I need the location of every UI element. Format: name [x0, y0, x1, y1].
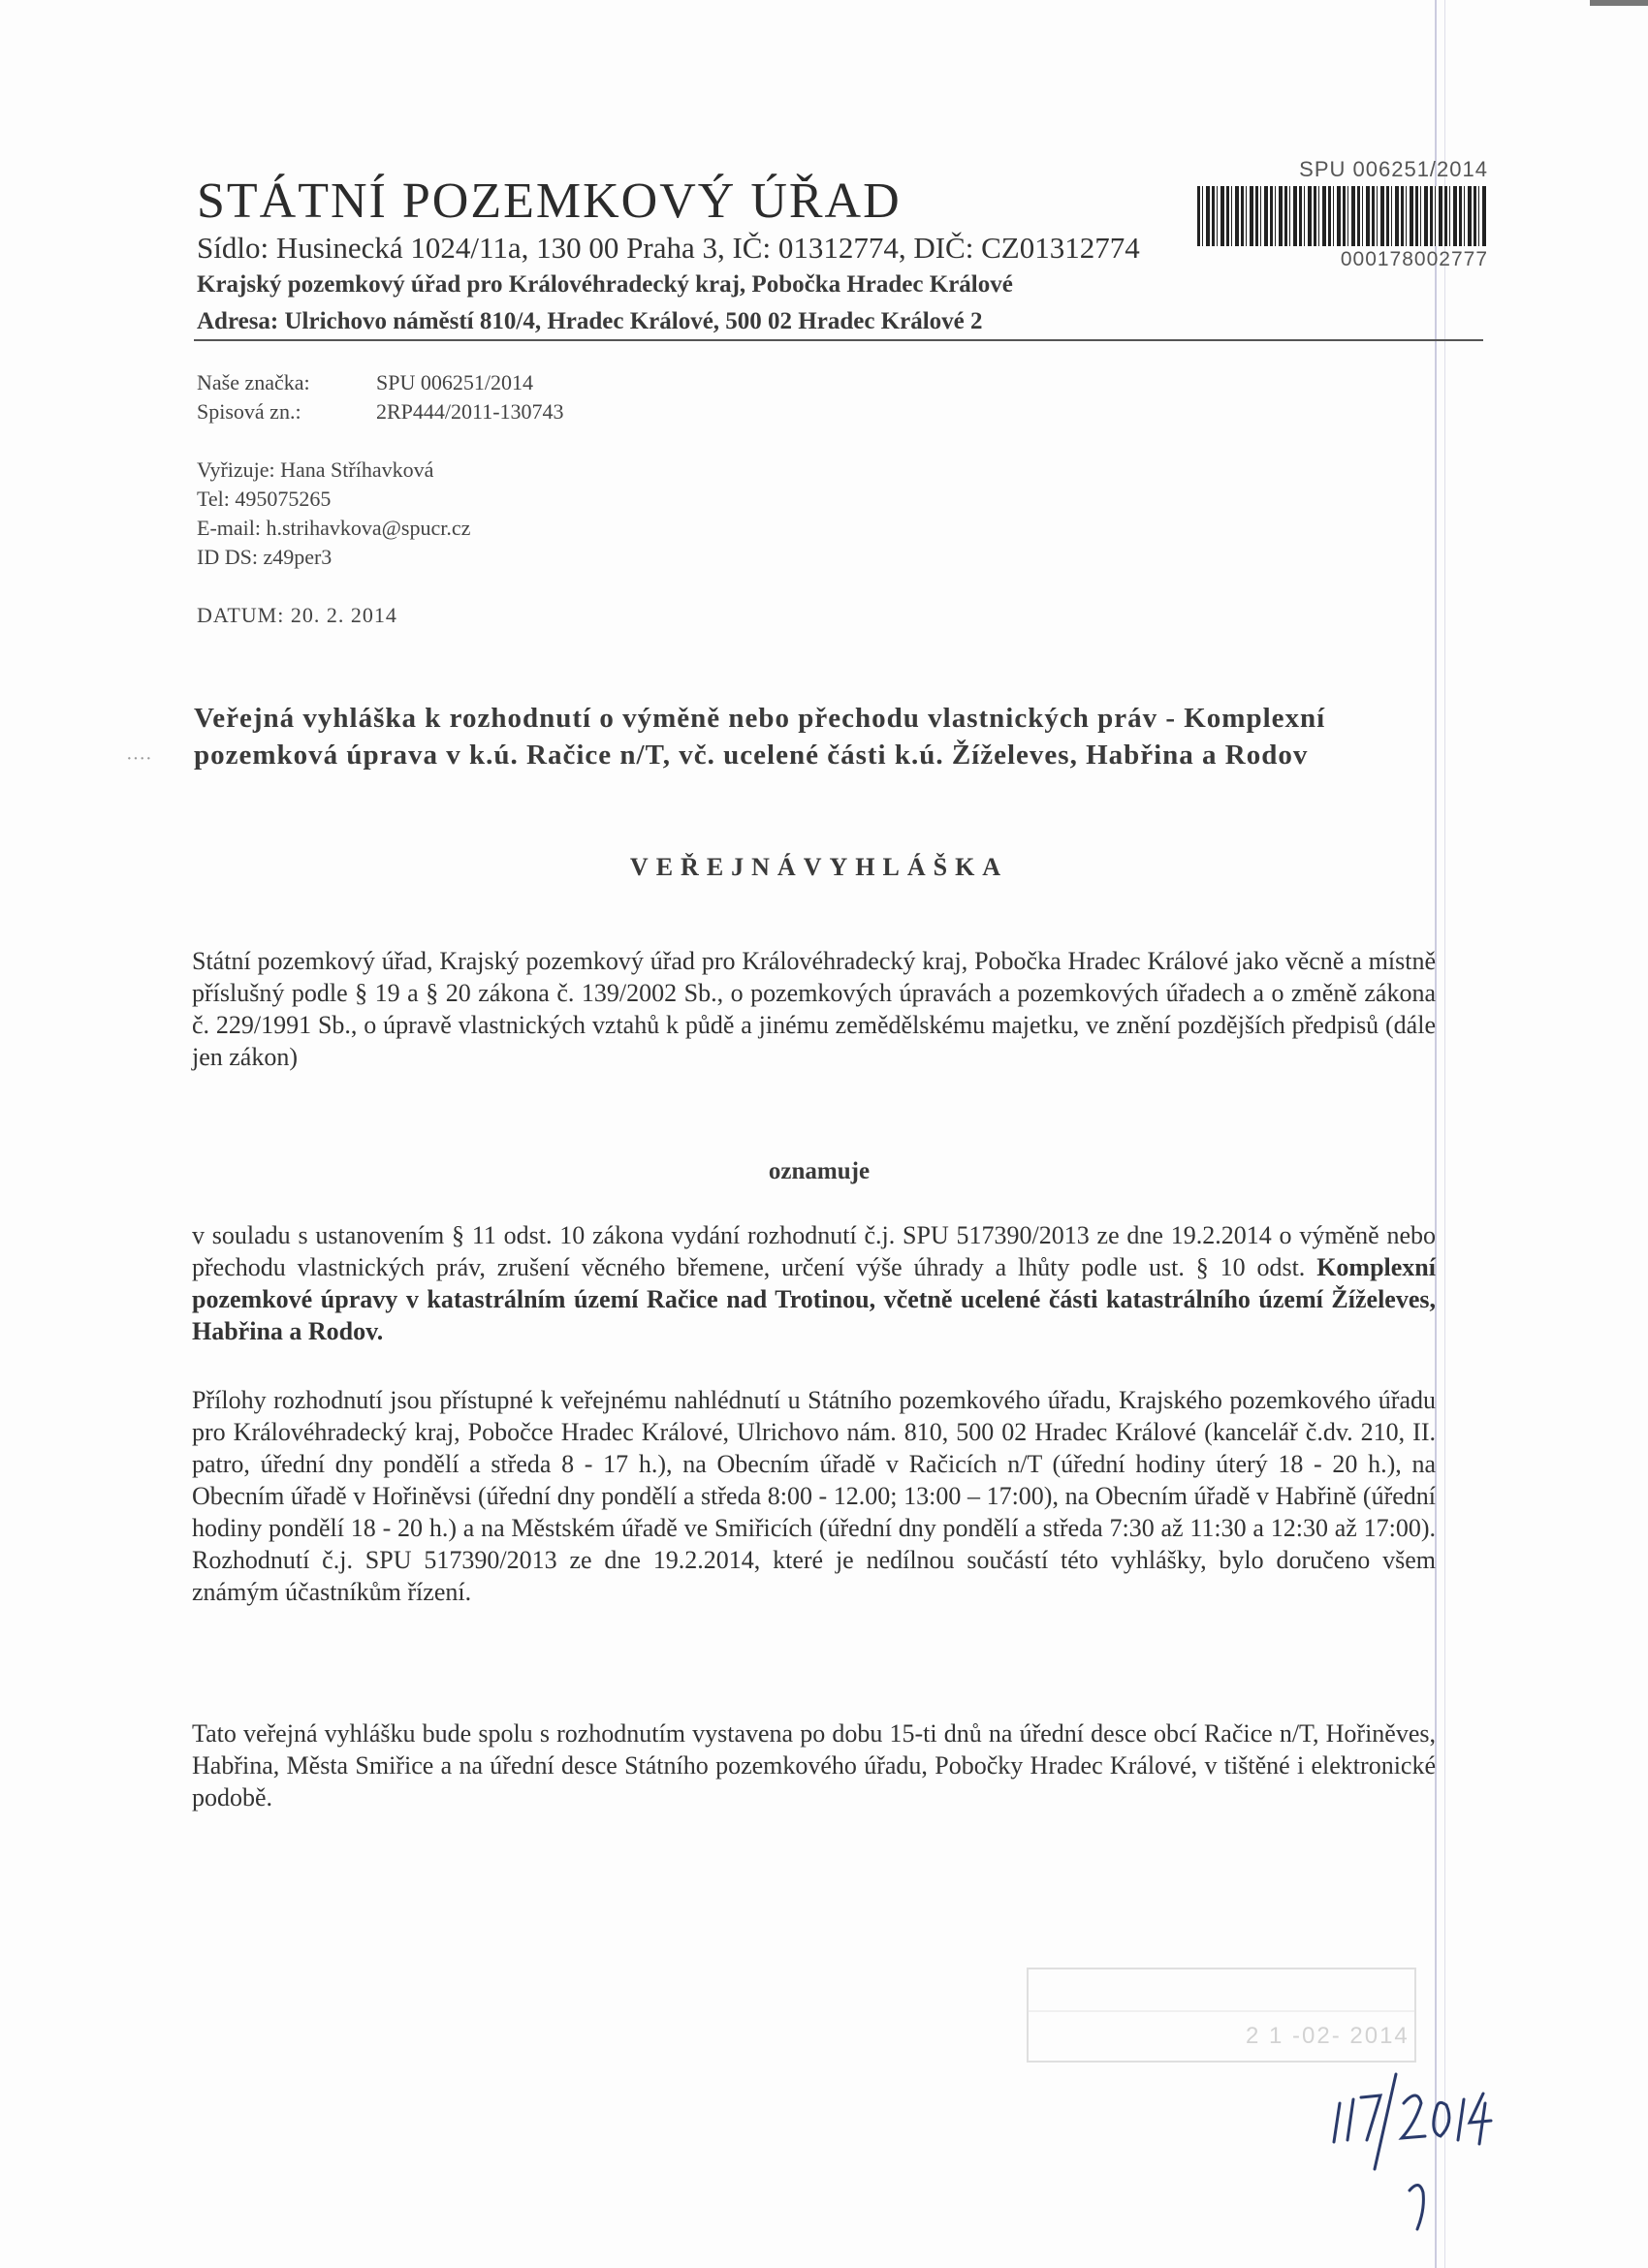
- paragraph-posting: Tato veřejná vyhlášku bude spolu s rozhodnutím vystavena po dobu 15-ti dnů na úřední desce obcí Račice n/T, Hořiněves, Habřina, Města Smiřice a na úřední desce Státního pozemkového úřadu, Pobočky Hradec Králové, v tištěné i elektronické podobě.: [192, 1719, 1436, 1811]
- barcode-block: [1197, 157, 1488, 271]
- barcode-reference: SPU 006251/2014: [1299, 157, 1488, 181]
- meta-file-ref-value: 2RP444/2011-130743: [376, 399, 564, 424]
- meta-email: E-mail: h.strihavkova@spucr.cz: [197, 516, 471, 540]
- paragraph-decision: [192, 1219, 1436, 1347]
- handwritten-number-icon: [1328, 2064, 1503, 2239]
- meta-handled-by: Vyřizuje: Hana Stříhavková: [197, 457, 434, 482]
- barcode-icon: [1197, 186, 1488, 246]
- meta-our-ref: [197, 370, 533, 395]
- meta-date: DATUM: 20. 2. 2014: [197, 603, 397, 627]
- office-name: Krajský pozemkový úřad pro Královéhradecký kraj, Pobočka Hradec Králové: [197, 271, 1013, 298]
- scan-corner-mark: [1590, 0, 1648, 6]
- meta-our-ref-label: Naše značka:: [197, 370, 310, 394]
- barcode-number: 000178002777: [1340, 248, 1488, 270]
- meta-phone: Tel: 495075265: [197, 487, 332, 511]
- meta-data-box: ID DS: z49per3: [197, 545, 333, 569]
- stamp-date: 2 1 -02- 2014: [1246, 2023, 1410, 2049]
- meta-our-ref-value: SPU 006251/2014: [376, 370, 533, 394]
- document-heading: VEŘEJNÁVYHLÁŠKA: [629, 853, 1009, 881]
- announces-heading: oznamuje: [768, 1158, 871, 1184]
- paragraph-decision-text: v souladu s ustanovením § 11 odst. 10 zákona vydání rozhodnutí č.j. SPU 517390/2013 ze dne 19.2.2014 o výměně nebo přechodu vlastnických práv, zrušení věcného břemene, určení výše úhrady a lhůty podle ust. § 10 odst.: [192, 1221, 1436, 1281]
- meta-file-ref: [197, 399, 564, 425]
- authority-address: Sídlo: Husinecká 1024/11a, 130 00 Praha 3, IČ: 01312774, DIČ: CZ01312774: [197, 231, 1140, 265]
- header-divider: [194, 339, 1483, 341]
- document-subject: Veřejná vyhláška k rozhodnutí o výměně nebo přechodu vlastnických práv - Komplexní pozemková úprava v k.ú. Račice n/T, vč. ucelené části k.ú. Žíželeves, Habřina a Rodov: [194, 703, 1326, 771]
- office-address: Adresa: Ulrichovo náměstí 810/4, Hradec Králové, 500 02 Hradec Králové 2: [197, 308, 983, 334]
- paragraph-intro: Státní pozemkový úřad, Krajský pozemkový úřad pro Královéhradecký kraj, Pobočka Hradec Králové jako věcně a místně příslušný podle § 19 a § 20 zákona č. 139/2002 Sb., o pozemkových úpravách a pozemkových úřadech a o změně zákona č. 229/1991 Sb., o úpravě vlastnických vztahů k půdě a jinému zemědělskému majetku, ve znění pozdějších předpisů (dále jen zákon): [192, 947, 1436, 1071]
- meta-file-ref-label: Spisová zn.:: [197, 399, 301, 424]
- authority-title: STÁTNÍ POZEMKOVÝ ÚŘAD: [197, 173, 902, 229]
- received-stamp: [1018, 1963, 1425, 2069]
- paragraph-decision-bold: Komplexní pozemkové úpravy v katastrálním území Račice nad Trotinou, včetně ucelené části katastrálního území Žíželeves, Habřina a Rodov.: [192, 1253, 1436, 1345]
- margin-dots: ····: [126, 748, 152, 770]
- paragraph-attachments: Přílohy rozhodnutí jsou přístupné k veřejnému nahlédnutí u Státního pozemkového úřadu, Krajského pozemkového úřadu pro Královéhradecký kraj, Pobočce Hradec Králové, Ulrichovo nám. 810, 500 02 Hradec Králové (kancelář č.dv. 210, II. patro, úřední dny pondělí a středa 8 - 17 h.), na Obecním úřadě v Račicích n/T (úřední hodiny úterý 18 - 20 h.), na Obecním úřadě v Hořiněvsi (úřední dny pondělí a středa 8:00 - 12.00; 13:00 – 17:00), na Obecním úřadě v Habřině (úřední hodiny pondělí 18 - 20 h.) a na Městském úřadě ve Smiřicích (úřední dny pondělí a středa 7:30 až 11:30 a 12:30 až 17:00). Rozhodnutí č.j. SPU 517390/2013 ze dne 19.2.2014, které je nedílnou součástí této vyhlášky, bylo doručeno všem známým účastníkům řízení.: [192, 1386, 1436, 1606]
- stamp-frame-icon: [1018, 1963, 1425, 2069]
